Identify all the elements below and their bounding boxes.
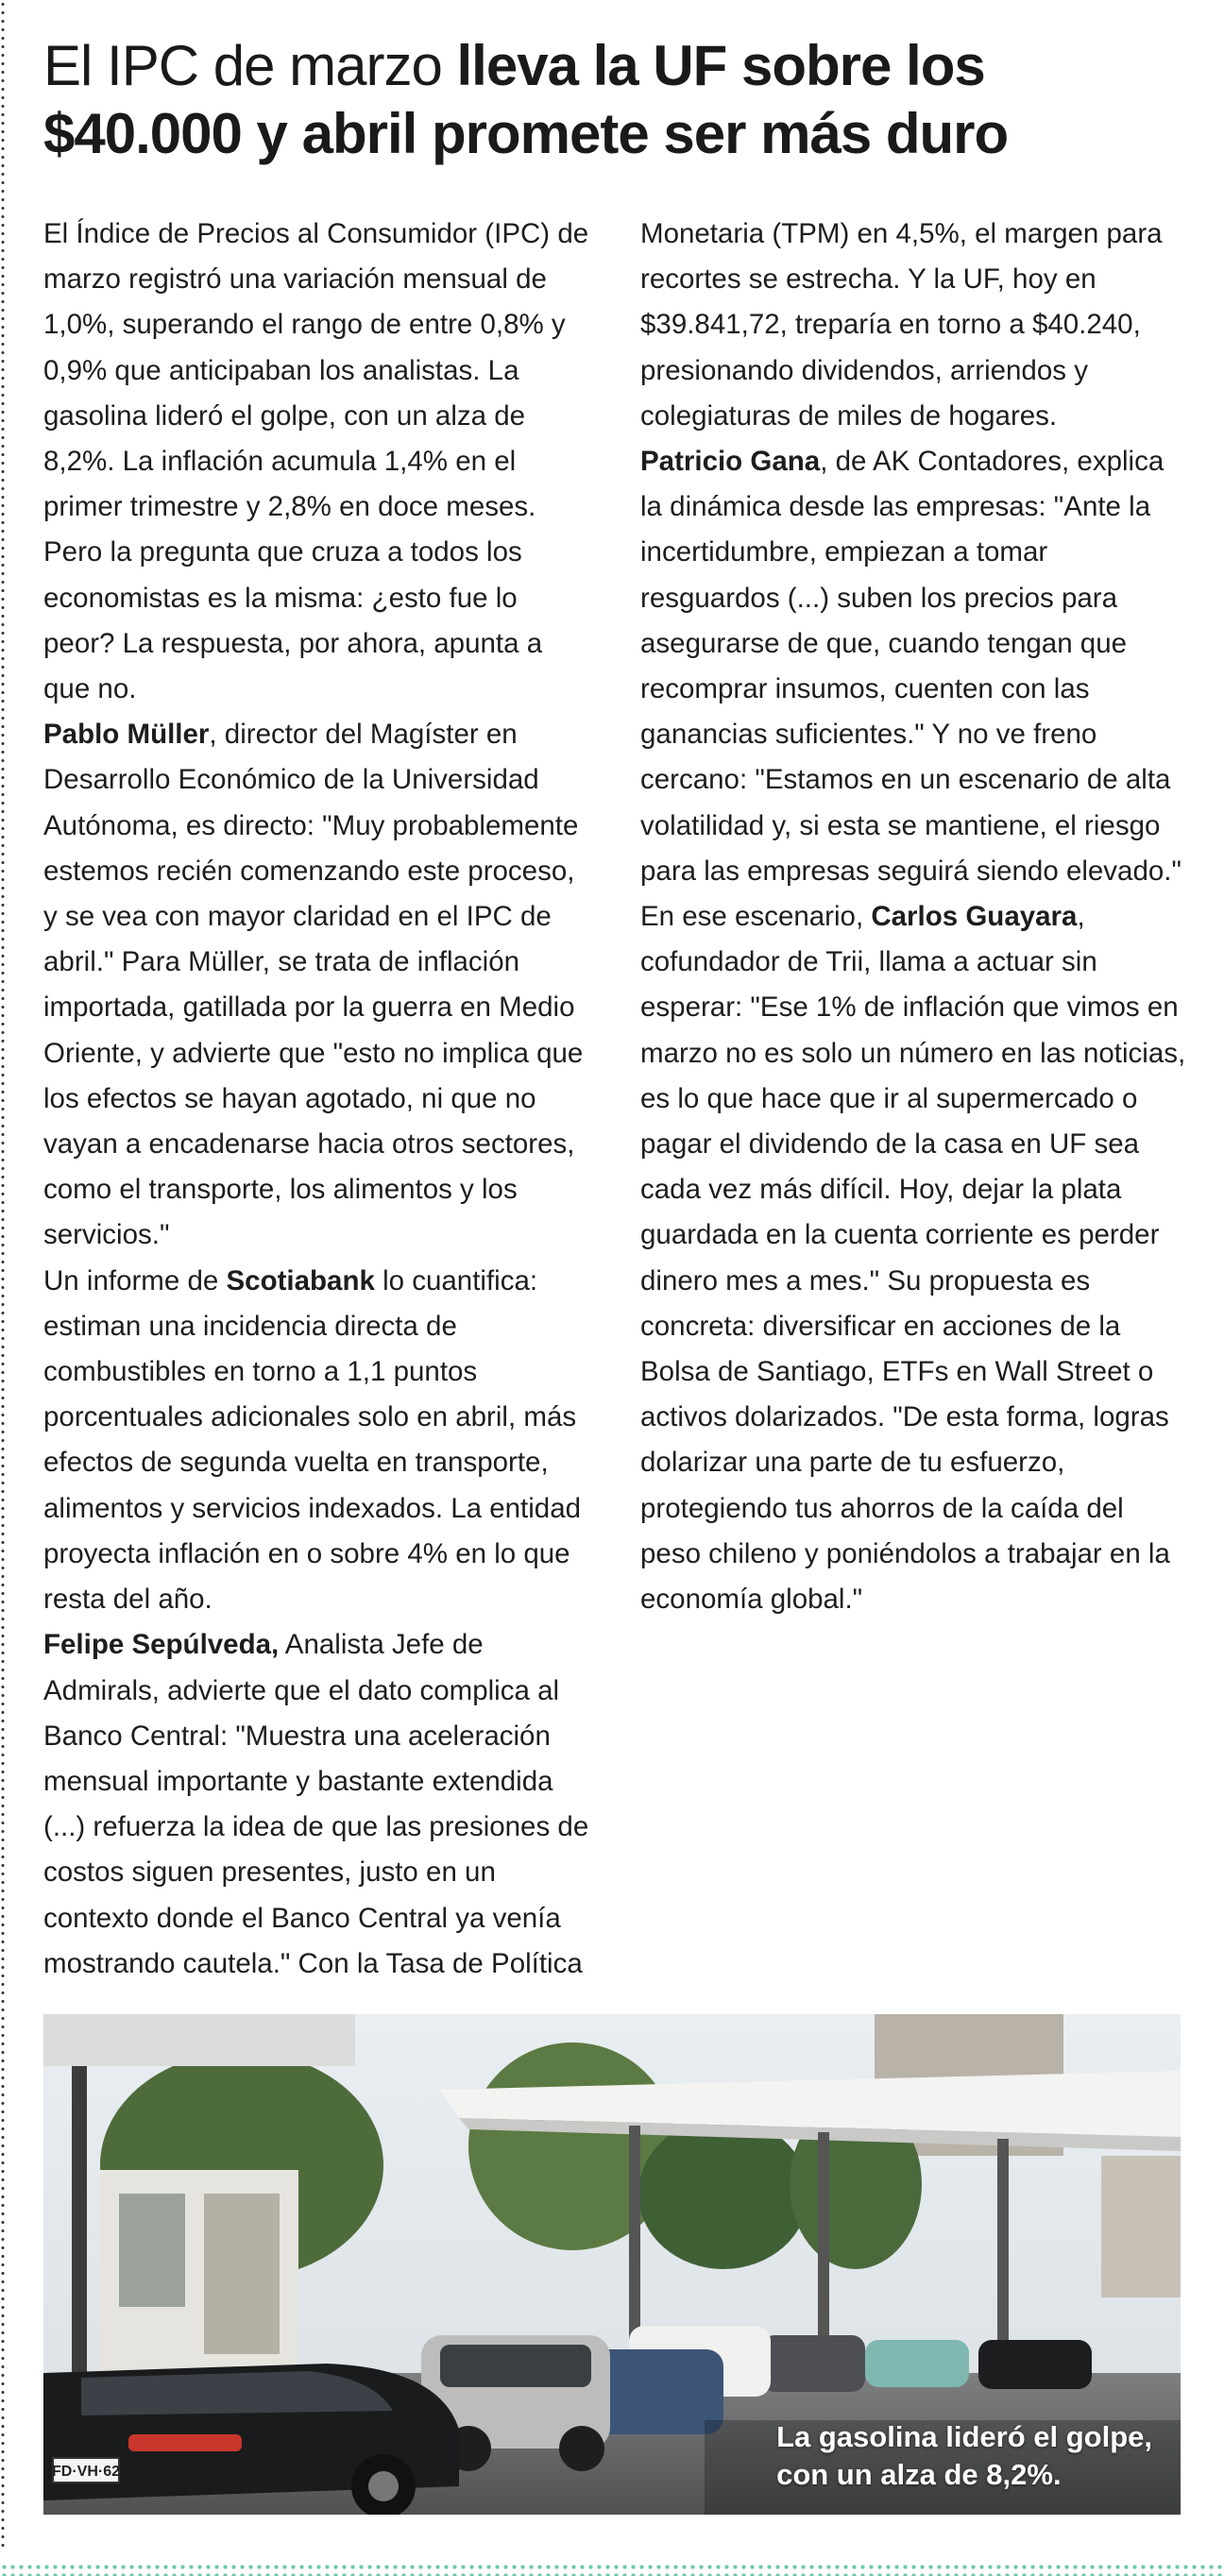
headline-light: El IPC de marzo <box>43 34 457 97</box>
name-pablo-muller: Pablo Müller <box>43 719 210 751</box>
dispenser-panel <box>204 2194 280 2354</box>
car <box>761 2335 865 2392</box>
headline-bold: lleva la UF sobre los $40.000 y abril promete ser más duro <box>43 34 1009 165</box>
paragraph-7-pre: En ese escenario, <box>640 901 872 933</box>
car <box>865 2340 969 2387</box>
caption-line-2: con un alza de 8,2%. <box>776 2458 1062 2491</box>
paragraph-2: Pero la pregunta que cruza a todos los economistas es la misma: ¿esto fue lo peor? La respuesta, por ahora, apunta a que no. <box>43 536 543 705</box>
left-canopy <box>43 2014 355 2066</box>
paragraph-5-text: Analista Jefe de Admirals, advierte que el dato complica al Banco Central: "Muestra una aceleración mensual importante y bastante extendida (...) refuerza la idea de que las presiones de costos siguen presentes, justo en un contexto donde el Banco Central ya venía mostrando cautela." Con la Tasa de Política Monetaria (TPM) en 4,5%, el margen para recortes se estrecha. Y la UF, hoy en $39.841,72, treparía en torno a $40.240, presionando dividendos, arriendos y colegiaturas de miles de hogares. <box>43 218 1163 1979</box>
car-hubcap <box>368 2471 399 2501</box>
paragraph-4-text: lo cuantifica: estiman una incidencia directa de combustibles en torno a 1,1 puntos porcentuales adicionales solo en abril, más efectos de segunda vuelta en transporte, alimentos y servicios indexados. La entidad proyecta inflación en o sobre 4% en lo que resta del año. <box>43 1264 582 1616</box>
paragraph-7-text: , cofundador de Trii, llama a actuar sin esperar: "Ese 1% de inflación que vimos en marzo no es solo un número en las noticias, es lo que hace que ir al supermercado o pagar el dividendo de la casa en UF sea cada vez más difícil. Hoy, dejar la plata guardada en la cuenta corriente es perder dinero mes a mes." Su propuesta es concreta: diversificar en acciones de la Bolsa de Santiago, ETFs en Wall Street o activos dolarizados. "De esta forma, logras dolarizar una parte de tu esfuerzo, protegiendo tus ahorros de la caída del peso chileno y poniéndolos a trabajar en la economía global." <box>640 901 1186 1616</box>
photo-caption <box>776 2418 1152 2494</box>
paragraph-3-text: , director del Magíster en Desarrollo Económico de la Universidad Autónoma, es directo: "Muy probablemente estemos recién comenzando este proceso, y se vea con mayor claridad en el IPC de abril." Para Müller, se trata de inflación importada, gatillada por la guerra en Medio Oriente, y advierte que "esto no implica que los efectos se hayan agotado, ni que no vayan a encadenarse hacia otros sectores, como el transporte, los alimentos y los servicios." <box>43 719 584 1251</box>
car-wheel <box>559 2426 604 2471</box>
name-scotiabank: Scotiabank <box>226 1264 375 1296</box>
caption-line-1: La gasolina lideró el golpe, <box>776 2420 1152 2453</box>
name-carlos-guayara: Carlos Guayara <box>871 901 1078 933</box>
tail-light <box>128 2434 242 2451</box>
name-patricio-gana: Patricio Gana <box>640 446 821 478</box>
canopy-pillar <box>72 2066 87 2406</box>
article-body <box>43 212 1186 1987</box>
paragraph-4 <box>43 1259 589 1623</box>
license-plate-text: FD·VH·62 <box>51 2464 121 2480</box>
paragraph-4-pre: Un informe de <box>43 1264 227 1296</box>
dispenser-panel <box>119 2194 185 2307</box>
paragraph-7 <box>640 894 1186 1622</box>
headline <box>43 32 1196 168</box>
bottom-dotted-border <box>0 2563 1224 2576</box>
left-dotted-border <box>0 0 6 2550</box>
paragraph-1: El Índice de Precios al Consumidor (IPC) de marzo registró una variación mensual de 1,0%, superando el rango de entre 0,8% y 0,9% que anticipaban los analistas. La gasolina lideró el golpe, con un alza de 8,2%. La inflación acumula 1,4% en el primer trimestre y 2,8% en doce meses. <box>43 218 589 523</box>
car <box>978 2340 1092 2389</box>
paragraph-6 <box>640 439 1186 894</box>
paragraph-6-text: , de AK Contadores, explica la dinámica desde las empresas: "Ante la incertidumbre, empiezan a tomar resguardos (...) suben los precios para asegurarse de que, cuando tengan que recomprar insumos, cuenten con las ganancias suficientes." Y no ve freno cercano: "Estamos en un escenario de alta volatilidad y, si esta se mantiene, el riesgo para las empresas seguirá siendo elevado." <box>640 446 1182 887</box>
building <box>1101 2156 1181 2297</box>
gas-station-photo <box>43 2014 1181 2515</box>
car-window <box>440 2345 591 2387</box>
canopy-pillar <box>997 2139 1009 2365</box>
name-felipe-sepulveda: Felipe Sepúlveda, <box>43 1629 280 1661</box>
paragraph-3 <box>43 712 589 1258</box>
canopy-pillar <box>818 2132 829 2368</box>
tree <box>638 2118 808 2269</box>
